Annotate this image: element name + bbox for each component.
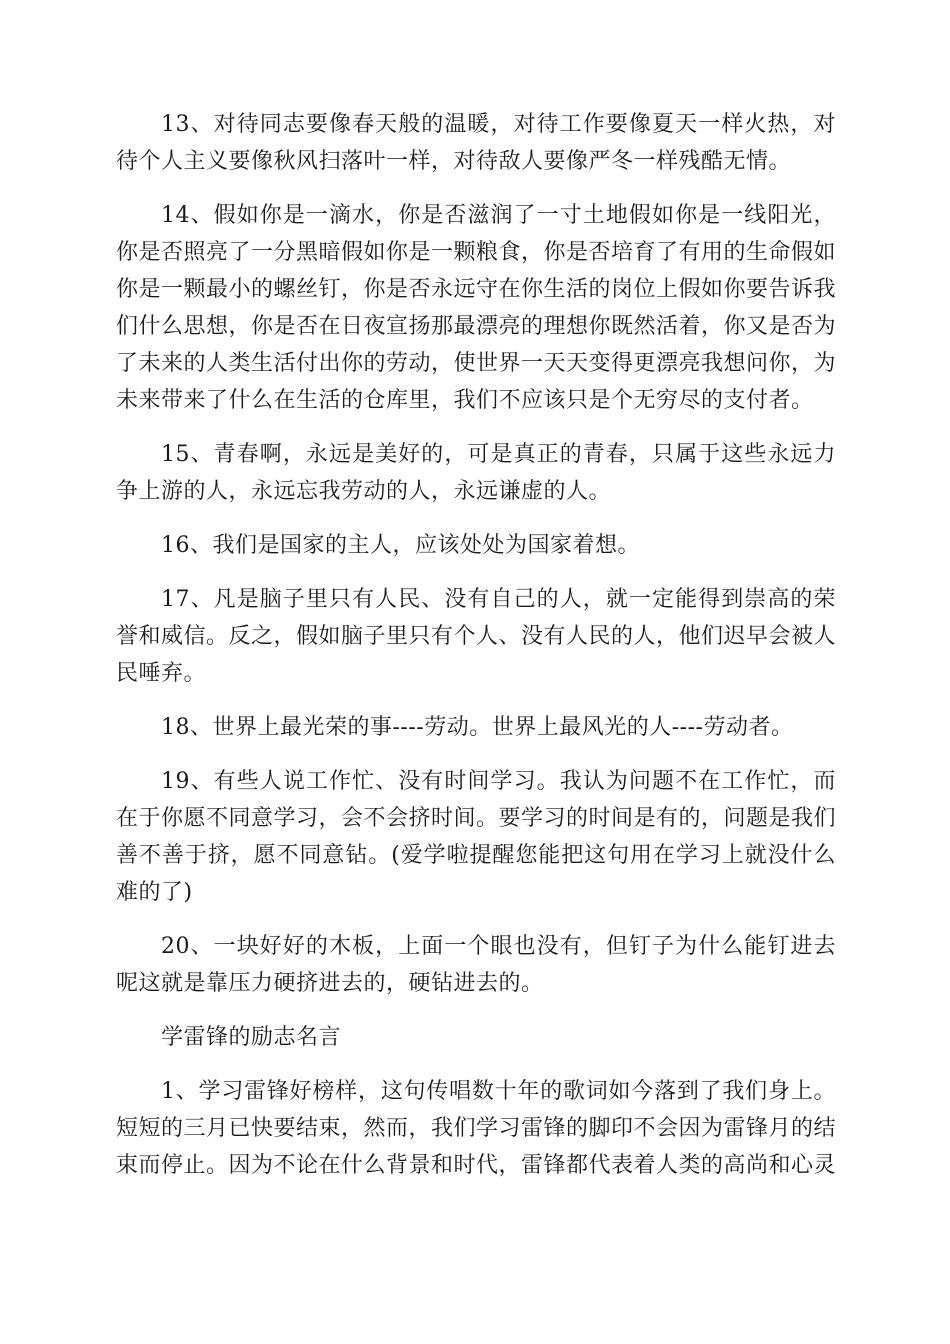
paragraph-20: 20、一块好好的木板，上面一个眼也没有，但钉子为什么能钉进去呢这就是靠压力硬挤进去的，硬钻进去的。 <box>116 934 836 996</box>
paragraph-14: 14、假如你是一滴水，你是否滋润了一寸土地假如你是一线阳光，你是否照亮了一分黑暗假如你是一颗粮食，你是否培育了有用的生命假如你是一颗最小的螺丝钉，你是否永远守在你生活的岗位上假如你要告诉我们什么思想，你是否在日夜宣扬那最漂亮的理想你既然活着，你又是否为了未来的人类生活付出你的劳动，使世界一天天变得更漂亮我想问你，为未来带来了什么在生活的仓库里，我们不应该只是个无穷尽的支付者。 <box>116 203 837 413</box>
section-heading: 学雷锋的励志名言 <box>161 1025 342 1050</box>
paragraph-18: 18、世界上最光荣的事----劳动。世界上最风光的人----劳动者。 <box>161 715 794 740</box>
paragraph-16: 16、我们是国家的主人，应该处处为国家着想。 <box>161 533 640 558</box>
paragraph-1: 1、学习雷锋好榜样，这句传唱数十年的歌词如今落到了我们身上。短短的三月已快要结束，然而，我们学习雷锋的脚印不会因为雷锋月的结束而停止。因为不论在什么背景和时代，雷锋都代表着人类的高尚和心灵 <box>116 1079 837 1178</box>
paragraph-19: 19、有些人说工作忙、没有时间学习。我认为问题不在工作忙，而在于你愿不同意学习，会不会挤时间。要学习的时间是有的，问题是我们善不善于挤，愿不同意钻。(爱学啦提醒您能把这句用在学习上就没什么难的了) <box>116 769 837 905</box>
paragraph-13: 13、对待同志要像春天般的温暖，对待工作要像夏天一样火热，对待个人主义要像秋风扫落叶一样，对待敌人要像严冬一样残酷无情。 <box>116 112 836 174</box>
document-body <box>116 106 836 1201</box>
paragraph-17: 17、凡是脑子里只有人民、没有自己的人，就一定能得到崇高的荣誉和威信。反之，假如脑子里只有个人、没有人民的人，他们迟早会被人民唾弃。 <box>116 587 837 686</box>
paragraph-15: 15、青春啊，永远是美好的，可是真正的青春，只属于这些永远力争上游的人，永远忘我劳动的人，永远谦虚的人。 <box>116 442 836 504</box>
